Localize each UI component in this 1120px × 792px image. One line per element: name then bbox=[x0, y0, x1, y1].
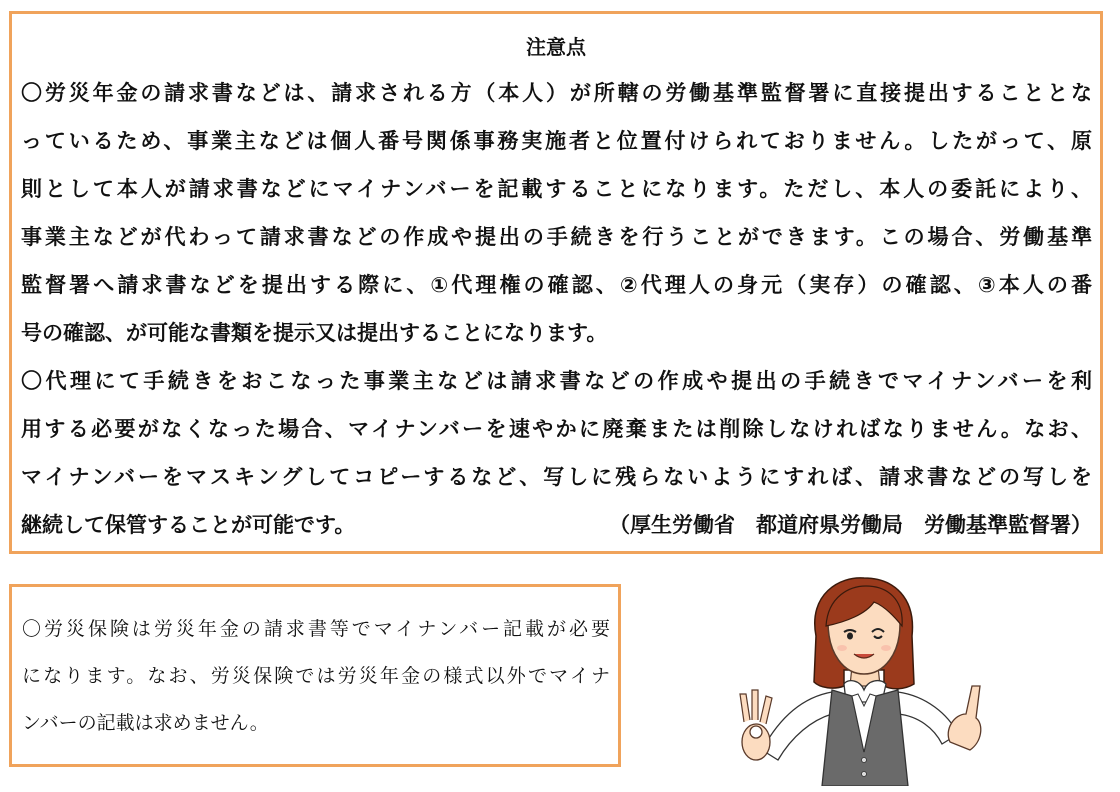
notice-box bbox=[9, 11, 1103, 554]
note-line: になります。なお、労災保険では労災年金の様式以外でマイナ bbox=[22, 665, 610, 687]
notice-line: 監督署へ請求書などを提出する際に、①代理権の確認、②代理人の身元（実存）の確認、③本人の番 bbox=[21, 273, 1092, 297]
notice-line: 〇労災年金の請求書などは、請求される方（本人）が所轄の労働基準監督署に直接提出することとな bbox=[21, 81, 1092, 105]
notice-line: 継続して保管することが可能です。 bbox=[21, 513, 356, 537]
notice-line: 〇代理にて手続きをおこなった事業主などは請求書などの作成や提出の手続きでマイナンバーを利 bbox=[21, 369, 1092, 393]
notice-line: 用する必要がなくなった場合、マイナンバーを速やかに廃棄または削除しなければなりません。なお、 bbox=[21, 417, 1092, 441]
notice-source: （厚生労働省 都道府県労働局 労働基準監督署） bbox=[609, 513, 1092, 537]
notice-line: マイナンバーをマスキングしてコピーするなど、写しに残らないようにすれば、請求書などの写しを bbox=[21, 465, 1092, 489]
notice-line: 則として本人が請求書などにマイナンバーを記載することになります。ただし、本人の委託により、 bbox=[21, 177, 1092, 201]
notice-line: 事業主などが代わって請求書などの作成や提出の手続きを行うことができます。この場合、労働基準 bbox=[21, 225, 1092, 249]
notice-line: 号の確認、が可能な書類を提示又は提出することになります。 bbox=[21, 321, 608, 345]
notice-line: っているため、事業主などは個人番号関係事務実施者と位置付けられておりません。したがって、原 bbox=[21, 129, 1092, 153]
note-line: 〇労災保険は労災年金の請求書等でマイナンバー記載が必要 bbox=[22, 618, 610, 640]
notice-last-line bbox=[21, 510, 1092, 540]
notice-title: 注意点 bbox=[526, 35, 586, 59]
woman-pointing-icon bbox=[728, 574, 998, 786]
note-line: ンバーの記載は求めません。 bbox=[22, 712, 269, 734]
note-box bbox=[9, 584, 621, 767]
